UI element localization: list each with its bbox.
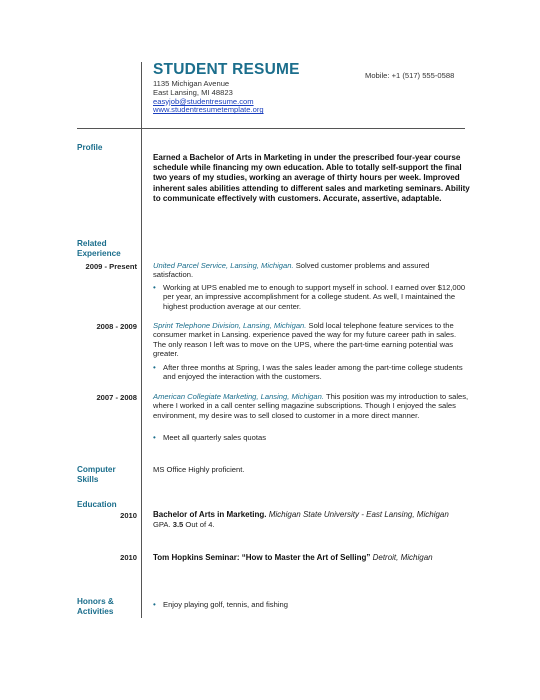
education-degree: Tom Hopkins Seminar: “How to Master the Art of Selling” <box>153 553 371 562</box>
mobile-number: Mobile: +1 (517) 555-0588 <box>365 71 455 80</box>
experience-employer: United Parcel Service, Lansing, Michigan. <box>153 261 294 270</box>
experience-bullet: • Meet all quarterly sales quotas <box>153 433 266 442</box>
experience-description: This position was my introduction to sales, where I worked in a call center selling magazine subscriptions. Though I enjoyed the sales environment, my desire was to sell closed to customer in a more direct manner. <box>153 392 469 420</box>
resume-title: STUDENT RESUME <box>153 61 300 78</box>
experience-years: 2008 - 2009 <box>96 322 137 331</box>
bullet-icon: • <box>153 433 156 442</box>
horizontal-divider <box>77 128 465 129</box>
address-line-2: East Lansing, MI 48823 <box>153 87 233 97</box>
website-link[interactable]: www.studentresumetemplate.org <box>153 105 264 115</box>
education-year: 2010 <box>120 553 137 562</box>
section-profile-heading: Profile <box>77 143 103 152</box>
section-honors-heading: Honors & Activities <box>77 597 114 616</box>
education-entry <box>153 510 471 529</box>
experience-bullet: • Working at UPS enabled me to enough to support myself in school. I earned over $12,000 per year, an impressive accomplishment for a college student. As well, I maintained the highest production average at our center. <box>153 283 466 311</box>
education-degree: Bachelor of Arts in Marketing. <box>153 510 267 519</box>
honors-bullet: • Enjoy playing golf, tennis, and fishing <box>153 600 288 609</box>
education-entry <box>153 553 471 563</box>
experience-entry <box>153 392 471 420</box>
experience-bullet: • After three months at Spring, I was the sales leader among the part-time college students and enjoyed the interaction with the customers. <box>153 363 463 382</box>
computer-skills-text: MS Office Highly proficient. <box>153 465 245 474</box>
experience-employer: Sprint Telephone Division, Lansing, Michigan. <box>153 321 307 330</box>
education-school: Detroit, Michigan <box>372 553 433 562</box>
experience-years: 2009 - Present <box>85 262 137 271</box>
experience-description: Sold local telephone feature services to the consumer market in Lansing. experience paved the way for my future career path in sales. The only reason I left was to move on the UPS, where the part-time earning potential was greater. <box>153 321 457 359</box>
profile-text: Earned a Bachelor of Arts in Marketing in under the prescribed four-year course schedule while financing my own education. Able to totally self-support the final two years of my studies, working an average of thirty hours per week. Improved inherent sales abilities attending to different sales and marketing seminars. Ability to communicate effectively with customers. Accurate, assertive, adaptable. <box>153 153 470 203</box>
experience-years: 2007 - 2008 <box>96 393 137 402</box>
email-link[interactable]: easyjob@studentresume.com <box>153 96 254 106</box>
bullet-icon: • <box>153 363 156 372</box>
section-experience-heading: Related Experience <box>77 239 121 258</box>
experience-entry <box>153 321 471 359</box>
section-computer-heading: Computer Skills <box>77 465 116 484</box>
vertical-divider <box>141 62 142 618</box>
bullet-icon: • <box>153 283 156 292</box>
experience-entry <box>153 261 471 280</box>
bullet-icon: • <box>153 600 156 609</box>
contact-block <box>153 80 264 115</box>
education-school: Michigan State University - East Lansing, Michigan <box>268 510 449 519</box>
section-education-heading: Education <box>77 500 117 509</box>
address-line-1: 1135 Michigan Avenue <box>153 79 230 88</box>
experience-employer: American Collegiate Marketing, Lansing, Michigan. <box>153 392 324 401</box>
education-gpa: GPA. 3.5 Out of 4. <box>153 519 215 529</box>
experience-description: Solved customer problems and assured satisfaction. <box>153 261 430 280</box>
education-year: 2010 <box>120 511 137 520</box>
